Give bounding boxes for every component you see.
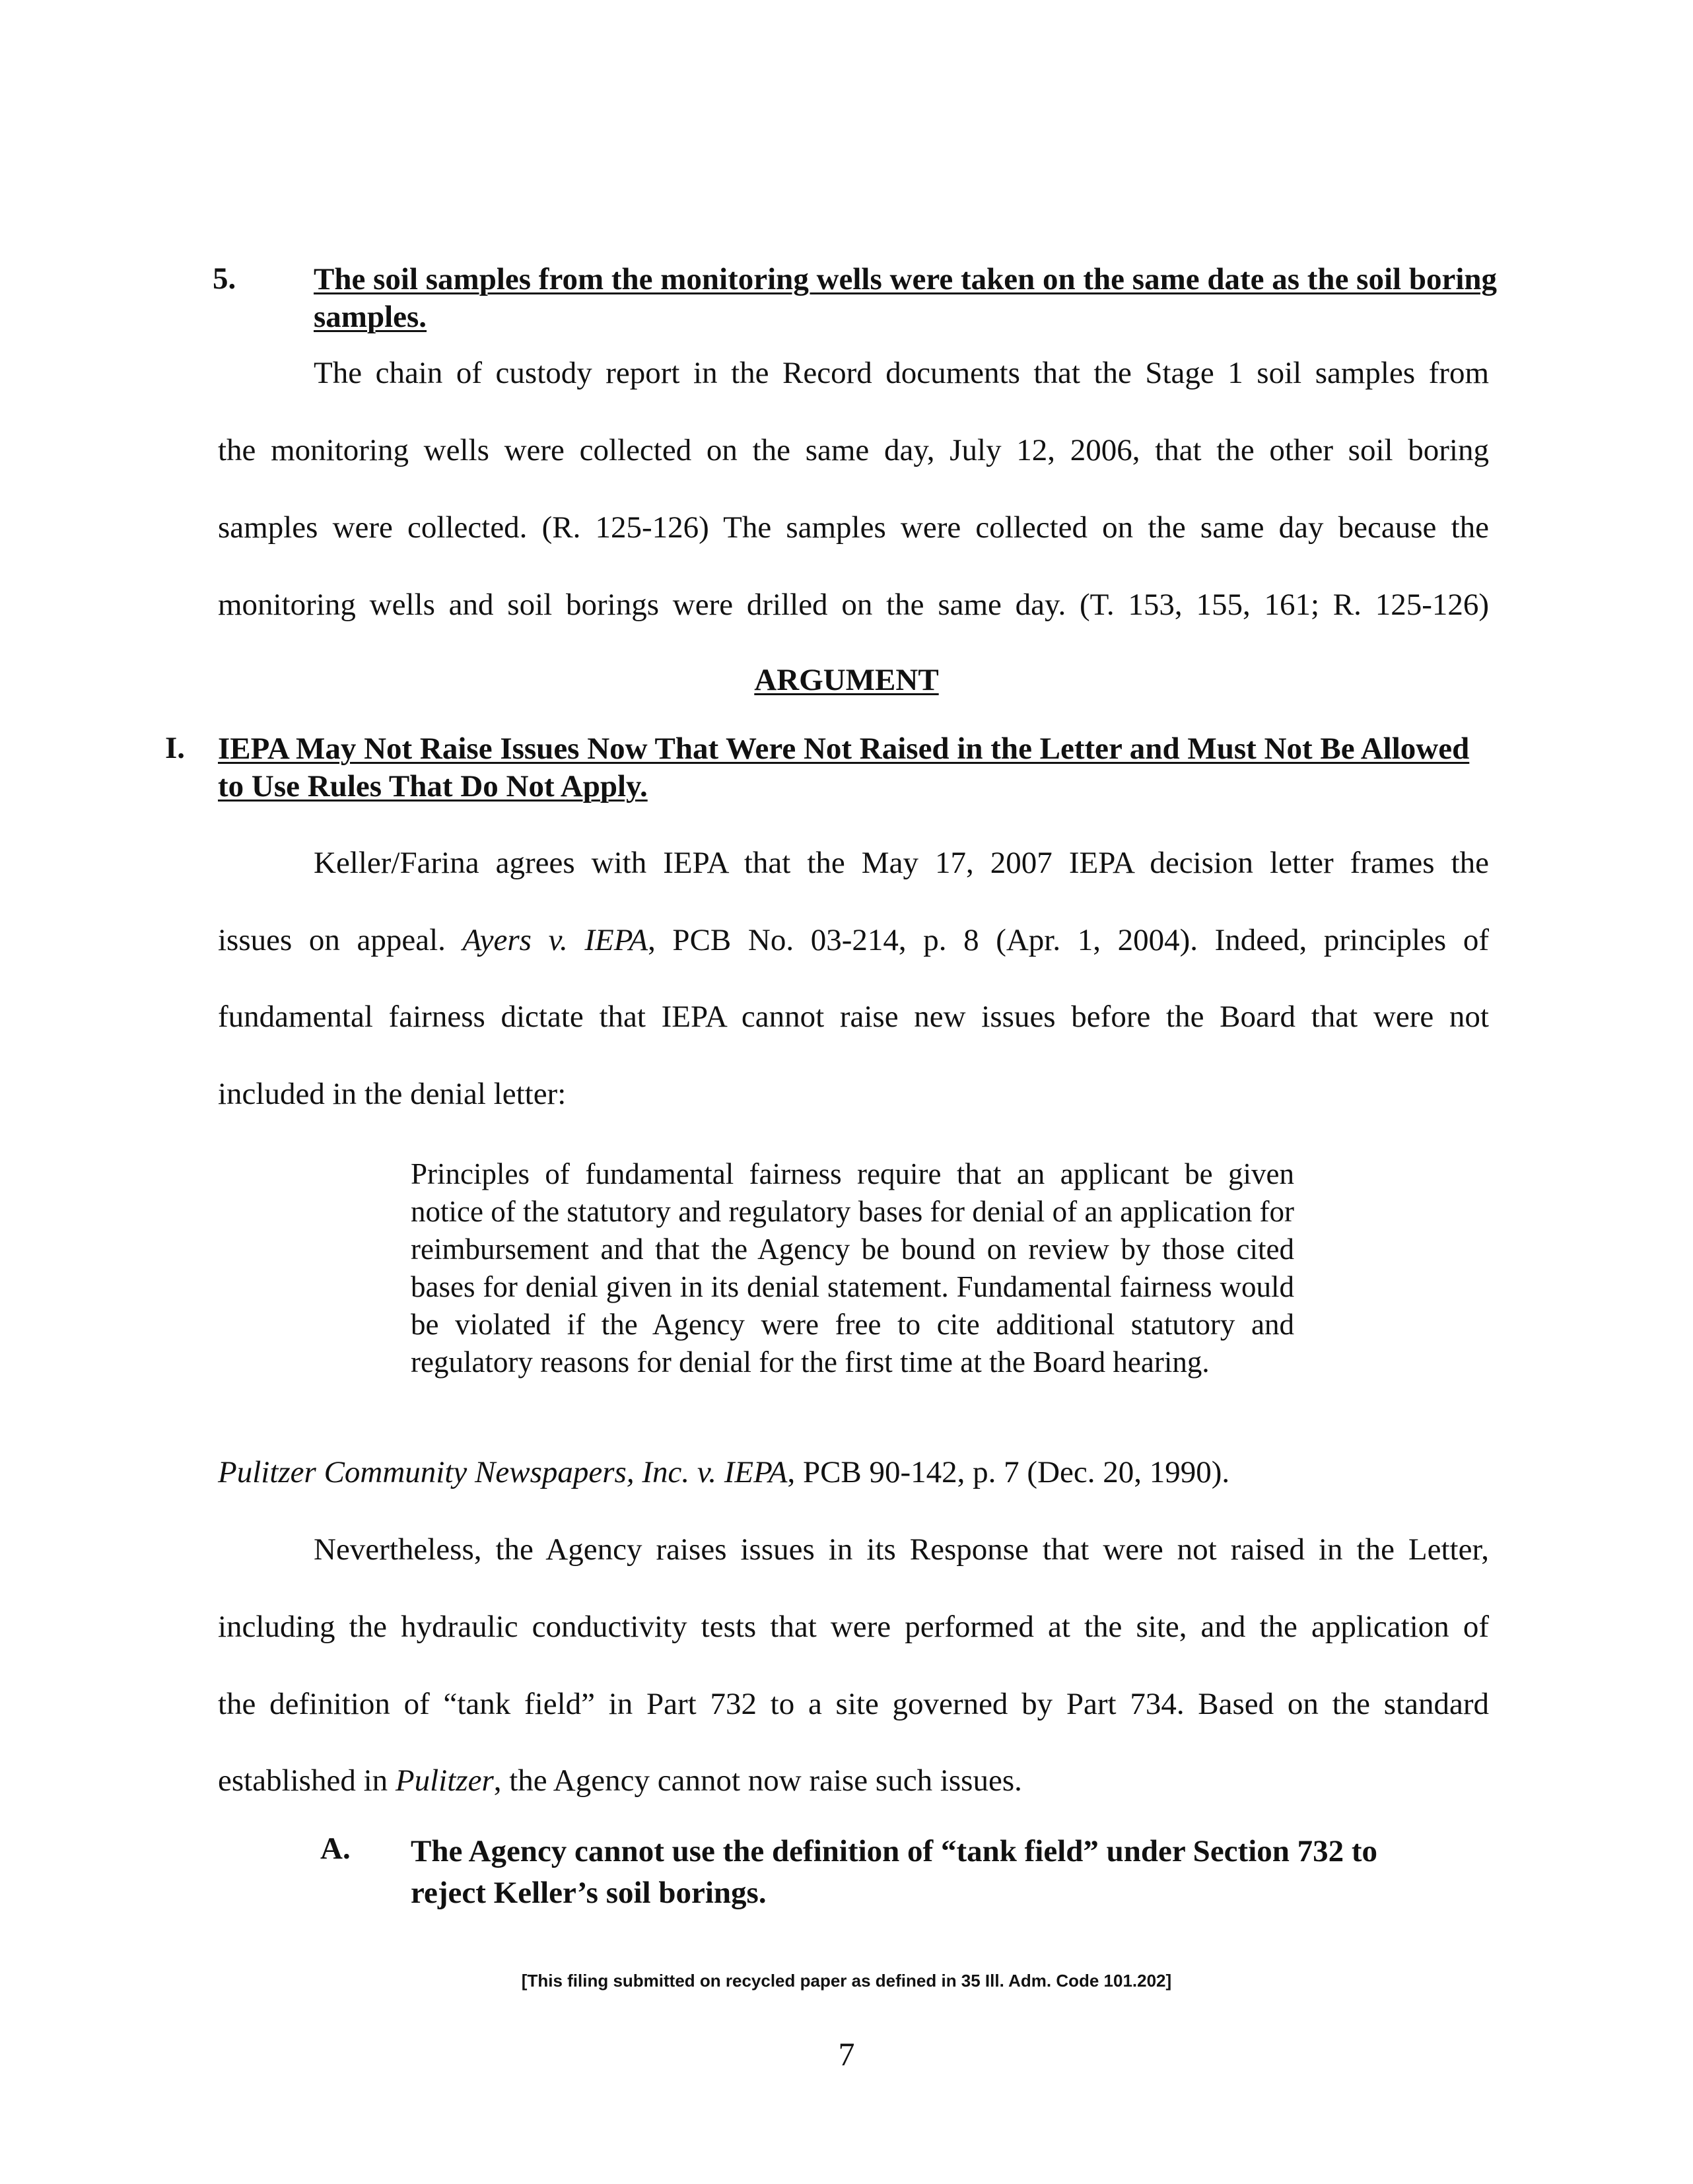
section-I-heading: IEPA May Not Raise Issues Now That Were Not Raised in the Letter and Must Not Be Allowed to Use Rules That Do Not Apply. <box>218 732 1470 803</box>
para2-line-4-before: established in <box>218 1763 396 1798</box>
recycled-paper-note: [This filing submitted on recycled paper as defined in 35 Ill. Adm. Code 101.202] <box>521 1971 1172 1991</box>
para2-line-3: the definition of “tank field” in Part 732 to a site governed by Part 734. Based on the standard <box>218 1687 1489 1721</box>
section-5-line-3: samples were collected. (R. 125-126) The samples were collected on the same day because the <box>218 510 1489 545</box>
section-5-line-2: the monitoring wells were collected on the same day, July 12, 2006, that the other soil boring <box>218 433 1489 467</box>
section-I-number: I. <box>165 731 186 765</box>
para1-line-2-before: issues on appeal. <box>218 923 463 957</box>
para2-line-2: including the hydraulic conductivity tests that were performed at the site, and the application of <box>218 1610 1489 1644</box>
section-5-line-1: The chain of custody report in the Record documents that the Stage 1 soil samples from <box>314 356 1489 390</box>
section-5-number: 5. <box>213 261 236 296</box>
para2-line-4-after: , the Agency cannot now raise such issues. <box>493 1763 1022 1798</box>
page-number: 7 <box>838 2035 855 2072</box>
pulitzer-citation-rest: , PCB 90-142, p. 7 (Dec. 20, 1990). <box>787 1455 1230 1489</box>
section-5-heading: The soil samples from the monitoring wells were taken on the same date as the soil boring samples. <box>314 262 1498 334</box>
block-quote: Principles of fundamental fairness require that an applicant be given notice of the statutory and regulatory bases for denial of an application for reimbursement and that the Agency be bound on review by those cited bases for denial given in its denial statement. Fundamental fairness would be violated if the Agency were free to cite additional statutory and regulatory reasons for denial for the first time at the Board hearing. <box>411 1157 1294 1379</box>
para1-line-2-after: , PCB No. 03-214, p. 8 (Apr. 1, 2004). Indeed, principles of <box>648 923 1489 957</box>
argument-heading <box>0 662 1693 698</box>
subsection-A-letter: A. <box>320 1831 351 1866</box>
para2-line-4 <box>218 1763 1489 1798</box>
para1-line-4: included in the denial letter: <box>218 1077 567 1111</box>
argument-heading-text: ARGUMENT <box>754 663 939 697</box>
ayers-case-name: Ayers v. IEPA <box>462 923 648 957</box>
subsection-A-heading: The Agency cannot use the definition of “tank field” under Section 732 to reject Keller’s soil borings. <box>411 1834 1378 1910</box>
para2-line-1: Nevertheless, the Agency raises issues in its Response that were not raised in the Letter, <box>314 1532 1489 1567</box>
para1-line-3: fundamental fairness dictate that IEPA cannot raise new issues before the Board that were not <box>218 1000 1489 1034</box>
pulitzer-short-name: Pulitzer <box>395 1763 494 1798</box>
pulitzer-citation <box>218 1454 1489 1490</box>
para1-line-2 <box>218 922 1489 958</box>
section-5-line-4: monitoring wells and soil borings were drilled on the same day. (T. 153, 155, 161; R. 125-126) <box>218 588 1489 622</box>
pulitzer-case-name: Pulitzer Community Newspapers, Inc. v. IEPA <box>218 1455 788 1489</box>
para1-line-1: Keller/Farina agrees with IEPA that the May 17, 2007 IEPA decision letter frames the <box>314 846 1489 880</box>
